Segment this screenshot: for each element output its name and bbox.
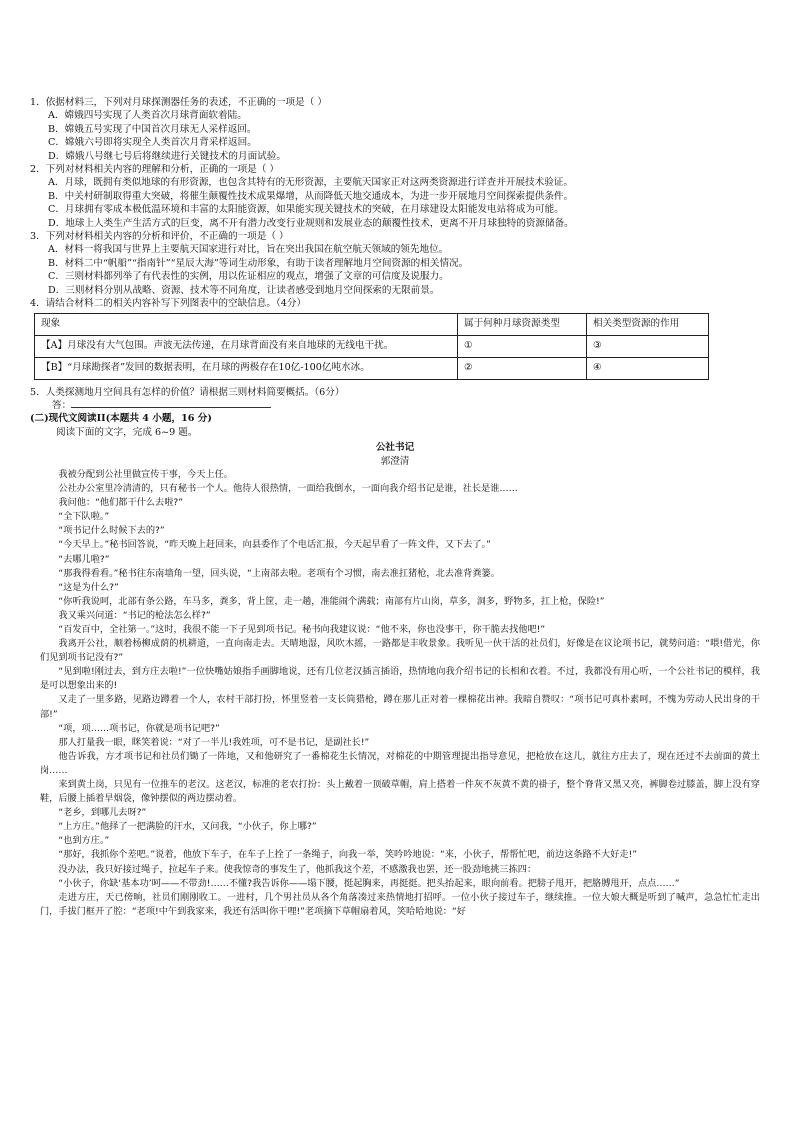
table-header-row xyxy=(35,313,709,335)
story-paragraph: “上方庄。”他择了一把满脸的汗水，又问我，“小伙子，你上哪?” xyxy=(58,821,317,833)
option-d: D．地球上人类生产生活方式的巨变，离不开有潜力改变行业规则和发展业态的颠覆性技术，更离不开月球独特的资源储备。 xyxy=(48,217,574,229)
table-header-cell: 属于何种月球资源类型 xyxy=(458,313,587,335)
question-stem: 1．依据材料三，下列对月球探测器任务的表述，不正确的一项是（ ） xyxy=(30,97,327,108)
story-paragraph: “老乡，到哪儿去呀?” xyxy=(58,807,147,819)
option-c: C．三则材料都列举了有代表性的实例，用以佐证相应的观点，增强了文章的可信度及说服力。 xyxy=(48,271,449,283)
section-intro: 阅读下面的文字，完成 6~9 题。 xyxy=(56,426,198,438)
story-paragraph: “今天早上。”秘书回答说，“昨天晚上赶回来，向县委作了个电话汇报，今天起早看了一阵文件，又下去了。” xyxy=(58,539,491,551)
story-paragraph: “见到啦!刚过去，到方庄去啦!”一位快嘴姑娘指手画脚地说，还有几位老汉插言插语，热情地向我介绍书记的长相和衣着。不过，我都没有用心听，一个公社书记的模样，我是可以想象出来的! xyxy=(40,666,760,692)
table-header-cell: 现象 xyxy=(35,313,458,335)
story-paragraph: 公社办公室里冷清清的，只有秘书一个人。他待人很热情，一面给我倒水，一面向我介绍书记是谁，社长是谁…… xyxy=(58,483,518,495)
answer-blank xyxy=(71,399,271,408)
story-paragraph: 来到黄土岗，只见有一位推车的老汉。这老汉，标准的老农打扮：头上戴着一顶破草帽，肩上搭着一件灰不灰黄不黄的褂子，整个脊背又黑又亮，裤脚卷过膝盖，脚上没有穿鞋，后腰上插着旱烟袋，像钟摆似的两边摆动着。 xyxy=(40,779,760,805)
question-stem: 5．人类探测地月空间具有怎样的价值？请根据三则材料简要概括。（6分） xyxy=(30,386,345,398)
question-3 xyxy=(30,230,760,297)
answer-line xyxy=(30,399,760,412)
option-a: A．月球，既拥有类似地球的有形资源，也包含其特有的无形资源，主要航天国家正对这两类资源进行详查并开展技术验证。 xyxy=(48,177,573,189)
option-b: B．中关村研制取得重大突破，将催生颠覆性技术成果爆增，从而降低天地交通成本，为进一步开展地月空间探索提供条件。 xyxy=(48,190,574,202)
story-paragraph: “项，项……项书记，你就是项书记吧?” xyxy=(58,722,220,734)
question-stem: 3．下列对材料相关内容的分析和评价，不正确的一项是（ ） xyxy=(30,231,289,243)
section-heading: (二)现代文阅读II(本题共 4 小题，16 分) xyxy=(30,413,212,425)
story-paragraph: “你听我说呵，北部有条公路，车马多，粪多，背上筐，走一趟，准能闹个满载；南部有片山岗，草多，洞多，野物多，扛上枪，保险!” xyxy=(58,595,605,607)
fill-in-table xyxy=(34,313,709,380)
table-header-cell: 相关类型资源的作用 xyxy=(587,313,709,335)
story-paragraph: 我离开公社，顺着杨柳成荫的机耕道，一直向南走去。天晴地湿，风吹木摇，一路都是丰收景象。我听见一伙干活的社员们，好像是在议论项书记，就势问道：“喂!借光，你们见到项书记没有?” xyxy=(40,638,760,664)
story-paragraph: 没办法，我只好接过绳子，拉起车子来。使我惊奇的事发生了，他抓我这个差，不感激我也罢，还一股劲地挑三拣四： xyxy=(58,863,537,875)
story-paragraph: “去哪儿啦?” xyxy=(58,553,110,565)
question-stem: 2．下列对材料相关内容的理解和分析，正确的一项是（ ） xyxy=(30,164,279,176)
story-paragraph: “项书记什么时候下去的?” xyxy=(58,525,165,537)
story-paragraph: 他告诉我，方才项书记和社员们锄了一阵地，又和他研究了一番棉花生长情况，对棉花的中期管理提出指导意见，把枪放在这儿，就往方庄去了，现在还过不去前面的黄土岗…… xyxy=(40,750,760,776)
story-paragraph: “小伙子，你缺‘基本功’呵——不带劲!……不懂?我告诉你——塌下腰，挺起胸来，再挺挺。把头抬起来，眼向前看。把膀子甩开，把胳膊甩开，点点……” xyxy=(58,877,680,889)
story-author: 郭澄清 xyxy=(380,455,410,467)
story-paragraph: 那人打量我一眼，眯笑着说：“对了一半儿!我姓项，可不是书记，是副社长!” xyxy=(58,736,370,748)
table-cell: ② xyxy=(458,357,587,379)
story-paragraph: “这是为什么?” xyxy=(58,581,119,593)
option-c: C．嫦娥六号即将实现全人类首次月背采样返回。 xyxy=(48,137,257,149)
answer-label: 答： xyxy=(52,399,72,411)
option-d: D．三则材料分别从战略、资源、技术等不同角度，让读者感受到地月空间探索的无限前景。 xyxy=(48,284,440,296)
option-d: D．嫦娥八号继七号后将继续进行关键技术的月面试验。 xyxy=(48,150,286,162)
story-paragraph: 我被分配到公社里做宣传干事，今天上任。 xyxy=(58,468,233,480)
question-2 xyxy=(30,163,760,230)
question-stem: 4．请结合材料二的相关内容补写下列图表中的空缺信息。（4分） xyxy=(30,298,307,310)
story-paragraph: 我问他：“他们都干什么去啦?” xyxy=(58,497,184,509)
question-1 xyxy=(30,96,760,163)
table-cell: ③ xyxy=(587,335,709,357)
story-paragraph: “全下队啦。” xyxy=(58,511,110,523)
table-cell: 【A】月球没有大气包围。声波无法传递，在月球背面没有来自地球的无线电干扰。 xyxy=(35,335,458,357)
table-row xyxy=(35,357,709,379)
exam-page xyxy=(30,96,760,919)
option-a: A．材料一将我国与世界上主要航天国家进行对比，旨在突出我国在航空航天领域的领先地位。 xyxy=(48,244,449,256)
table-cell: ④ xyxy=(587,357,709,379)
story-paragraph: 走进方庄，天已傍晌，社员们刚刚收工。一进村，几个男社员从各个角落凑过来热情地打招呼。一位小伙子接过车子，继续推。一位大娘大概是听到了喊声，急急忙忙走出门，手拔门框开了腔：“老项!中午到我家来，我还有活叫你干哩!”老项摘下草帽扇着风，笑哈哈地说：“好 xyxy=(40,891,760,917)
table-cell: ① xyxy=(458,335,587,357)
story-paragraph: “也到方庄。” xyxy=(58,835,110,847)
story-paragraph: “那我得看看。”秘书往东南墙角一望，回头说，“上南部去啦。老项有个习惯，南去准扛猪枪，北去准背粪篓。 xyxy=(58,567,500,579)
option-b: B．材料二中“帆船”“指南针”“星辰大海”等词生动形象，有助于读者理解地月空间资源的相关情况。 xyxy=(48,257,469,269)
question-4 xyxy=(30,297,760,379)
story-title: 公社书记 xyxy=(375,442,415,454)
option-c: C．月球拥有零成本极低温环境和丰富的太阳能资源，如果能实现关键技术的突破，在月球建设太阳能发电站将成为可能。 xyxy=(48,204,564,216)
option-a: A．嫦娥四号实现了人类首次月球背面软着陆。 xyxy=(48,110,247,122)
story-paragraph: “那好，我抓你个差吧。”说着，他放下车子，在车子上拴了一条绳子，向我一举，笑吟吟地说：“来，小伙子，帮帮忙吧，前边这条路不大好走!” xyxy=(58,849,637,861)
story-body xyxy=(30,468,760,919)
story-paragraph: 我又乘兴问道：“书记的枪法怎么样?” xyxy=(58,609,211,621)
story-paragraph: “百发百中，全社第一。”这时，我很不能一下子见到项书记。秘书向我建议说：“他不来，你也没事干，你干脆去找他吧!” xyxy=(58,623,546,635)
table-row xyxy=(35,335,709,357)
question-5 xyxy=(30,386,760,413)
story-paragraph: 又走了一里多路，见路边蹲着一个人，农村干部打扮，怀里竖着一支长筒猎枪，蹲在那儿正对着一棵棉花出神。我暗自赞叹：“项书记可真朴素呵，不愧为劳动人民出身的干部!” xyxy=(40,694,760,720)
option-b: B．嫦娥五号实现了中国首次月球无人采样返回。 xyxy=(48,123,257,135)
table-cell: 【B】“月球勘探者”发回的数据表明，在月球的两极存在10亿-100亿吨水冰。 xyxy=(35,357,458,379)
